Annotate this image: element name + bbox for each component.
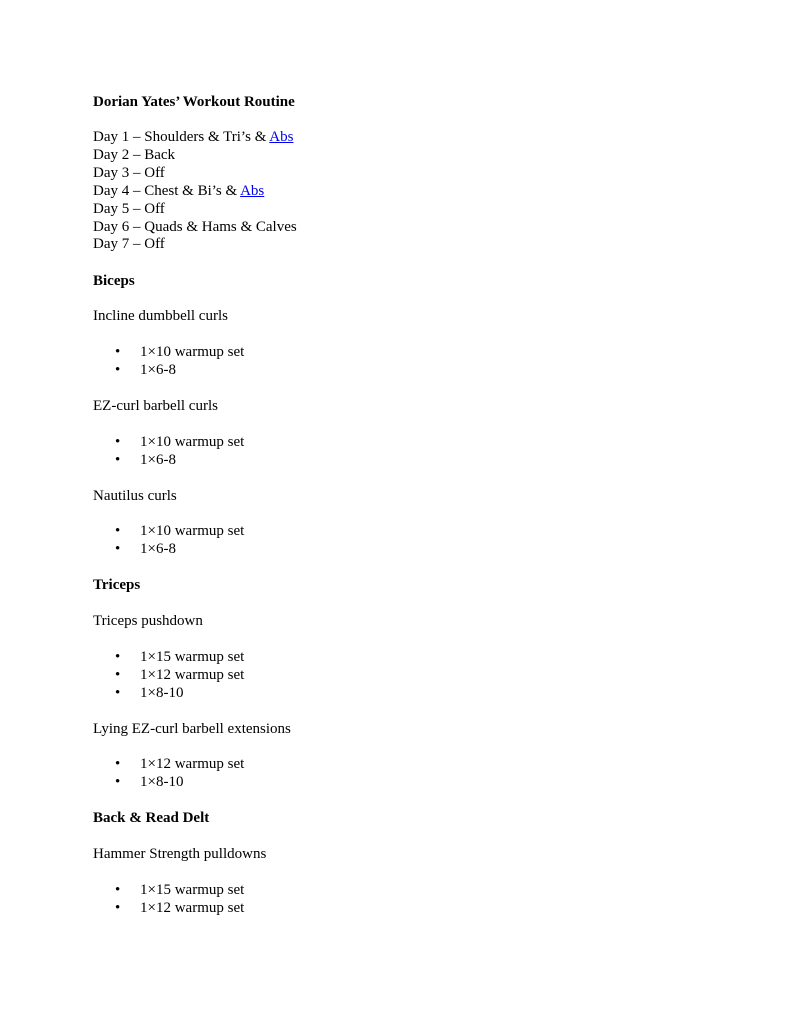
abs-link[interactable]: Abs — [269, 129, 294, 145]
set-text: 1×6-8 — [140, 362, 176, 378]
day-2: Day 2 – Back — [93, 147, 176, 163]
bullet-icon: • — [115, 434, 121, 450]
set-text: 1×10 warmup set — [140, 344, 245, 360]
day-6: Day 6 – Quads & Hams & Calves — [93, 219, 297, 235]
exercise-name: Incline dumbbell curls — [93, 308, 228, 324]
exercise-name: Hammer Strength pulldowns — [93, 846, 267, 862]
section-heading-biceps: Biceps — [93, 273, 135, 289]
exercise-name: Lying EZ-curl barbell extensions — [93, 721, 291, 737]
list-item — [115, 899, 244, 917]
bullet-icon: • — [115, 900, 121, 916]
list-item — [115, 451, 176, 469]
set-text: 1×10 warmup set — [140, 523, 245, 539]
set-text: 1×10 warmup set — [140, 434, 245, 450]
bullet-icon: • — [115, 362, 121, 378]
list-item — [115, 343, 244, 361]
set-text: 1×6-8 — [140, 452, 176, 468]
bullet-icon: • — [115, 344, 121, 360]
bullet-icon: • — [115, 452, 121, 468]
day-7: Day 7 – Off — [93, 236, 165, 252]
exercise-name: Triceps pushdown — [93, 613, 203, 629]
set-text: 1×6-8 — [140, 541, 176, 557]
bullet-icon: • — [115, 756, 121, 772]
abs-link[interactable]: Abs — [240, 183, 265, 199]
list-item — [115, 433, 244, 451]
list-item — [115, 684, 183, 702]
bullet-icon: • — [115, 649, 121, 665]
set-text: 1×12 warmup set — [140, 667, 245, 683]
bullet-icon: • — [115, 685, 121, 701]
bullet-icon: • — [115, 667, 121, 683]
list-item — [115, 540, 176, 558]
set-text: 1×8-10 — [140, 774, 184, 790]
bullet-icon: • — [115, 541, 121, 557]
set-text: 1×15 warmup set — [140, 882, 245, 898]
day-text: Day 4 – Chest & Bi’s & — [93, 183, 241, 199]
document-title: Dorian Yates’ Workout Routine — [93, 94, 295, 110]
set-text: 1×8-10 — [140, 685, 184, 701]
section-heading-triceps: Triceps — [93, 577, 141, 593]
list-item — [115, 522, 244, 540]
day-5: Day 5 – Off — [93, 201, 165, 217]
section-heading-back: Back & Read Delt — [93, 810, 210, 826]
day-1 — [93, 128, 293, 146]
day-4 — [93, 182, 264, 200]
exercise-name: EZ-curl barbell curls — [93, 398, 218, 414]
set-text: 1×12 warmup set — [140, 900, 245, 916]
set-text: 1×12 warmup set — [140, 756, 245, 772]
set-text: 1×15 warmup set — [140, 649, 245, 665]
bullet-icon: • — [115, 774, 121, 790]
day-3: Day 3 – Off — [93, 165, 165, 181]
day-text: Day 1 – Shoulders & Tri’s & — [93, 129, 270, 145]
list-item — [115, 773, 183, 791]
bullet-icon: • — [115, 882, 121, 898]
bullet-icon: • — [115, 523, 121, 539]
list-item — [115, 648, 244, 666]
list-item — [115, 361, 176, 379]
list-item — [115, 881, 244, 899]
exercise-name: Nautilus curls — [93, 488, 177, 504]
list-item — [115, 666, 244, 684]
list-item — [115, 755, 244, 773]
